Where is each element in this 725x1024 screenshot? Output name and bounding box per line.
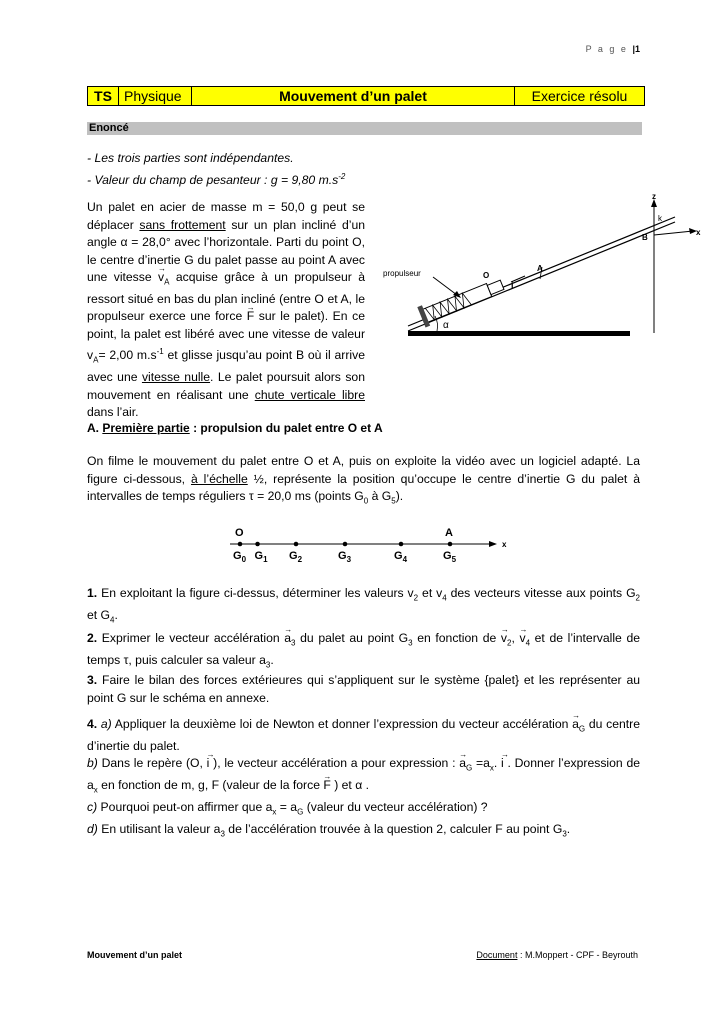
question-3: 3. Faire le bilan des forces extérieures qui s’appliquent sur le système {palet} et les représenter au point G sur le schéma en annexe.	[87, 673, 640, 705]
point-g5	[448, 542, 453, 547]
point-g4	[399, 542, 404, 547]
label-O: O	[483, 271, 490, 280]
question-4a: 4. a) Appliquer la deuxième loi de Newton et donner l’expression du vecteur accélération → $a_G$ du centre d’inertie du palet.	[87, 716, 640, 755]
question-2: 2. Exprimer le vecteur accélération → $a_3$ du palet au point $G_3$ en fonction de → $v_2$, → $v_4$ et de l’intervalle de temps τ, puis calculer sa valeur $a_3$.	[87, 630, 640, 674]
label-g2: $G_2$	[289, 550, 303, 564]
statement-paragraph: Un palet en acier de masse m = 50,0 g peut se déplacer sans frottement sur un plan incliné d’un angle α = 28,0° avec l’horizontale. Parti du point O, le centre d’inertie G du palet passe au point A avec une vitesse → $v_A$ acquise grâce à un propulseur à ressort situé en bas du plan incliné (entre O et A, le propulseur exerce une force → F sur le palet). En ce point, la palet est libéré avec une vitesse de valeur $v_A= 2,00$ $m.s^{-1}$ et glisse jusqu’au point B où il arrive avec une vitesse nulle. Le palet poursuit alors son mouvement en réalisant une chute verticale libre dans l’air.	[87, 199, 365, 422]
label-i: i	[511, 280, 514, 290]
exercise-type-cell: Exercice résolu	[531, 88, 628, 104]
label-propulseur: propulseur	[383, 269, 421, 278]
label-A: A	[445, 527, 453, 539]
vector-vA: → v	[158, 269, 164, 287]
page-number: P a g e |1	[585, 44, 640, 54]
label-z: z	[652, 192, 656, 201]
label-A: A	[537, 264, 543, 273]
inclined-plane-figure	[375, 185, 715, 345]
propulsor	[417, 275, 506, 328]
point-g0	[238, 542, 243, 547]
question-1: 1. En exploitant la figure ci-dessus, déterminer les valeurs $v_2$ et $v_4$ des vecteurs vitesse aux points $G_2$ et $G_4$.	[87, 586, 640, 625]
label-alpha: α	[443, 320, 449, 331]
footer-title: Mouvement d’un palet	[87, 950, 183, 960]
point-g1	[255, 542, 260, 547]
intro-notes	[87, 150, 387, 189]
label-O: O	[235, 527, 244, 539]
point-g3	[343, 542, 348, 547]
label-g3: $G_3$	[338, 550, 352, 564]
point-g2	[294, 542, 299, 547]
label-g4: $G_4$	[394, 550, 408, 564]
part-a-heading: A. Première partie : propulsion du palet entre O et A	[87, 421, 383, 435]
footer-credit: Document : M.Moppert - CPF - Beyrouth	[476, 950, 638, 960]
x-axis	[654, 231, 693, 235]
vector-F: → F	[247, 308, 254, 326]
intro-line-2: - Valeur du champ de pesanteur : g = 9,80 $m.s^{-2}$	[87, 171, 346, 187]
label-x: x	[502, 540, 507, 549]
question-4c: c) Pourquoi peut-on affirmer que $a_x = a_G$ (valeur du vecteur accélération) ?	[87, 800, 488, 817]
intro-line-1: - Les trois parties sont indépendantes.	[87, 151, 294, 165]
label-g5: $G_5$	[443, 550, 457, 564]
part-a-paragraph: On filme le mouvement du palet entre O et A, puis on exploite la vidéo avec un logiciel adapté. La figure ci-dessous, à l’échelle ½, représente la position qu’occupe le centre d’inertie G du palet à intervalles de temps réguliers τ = 20,0 ms (points $G_0$ à $G_5$).	[87, 454, 641, 506]
subject-cell: Physique	[119, 87, 192, 105]
x-arrowhead	[489, 541, 497, 547]
question-4	[87, 716, 640, 843]
positions-figure	[225, 525, 520, 565]
ground	[408, 331, 630, 336]
label-g0: $G_0$	[233, 550, 247, 564]
label-B: B	[642, 233, 648, 242]
label-g1: $G_1$	[254, 550, 268, 564]
section-heading-enonce: Enoncé	[87, 122, 642, 135]
label-x: x	[696, 228, 701, 237]
question-4d: d) En utilisant la valeur $a_3$ de l’accélération trouvée à la question 2, calculer F au point $G_3$.	[87, 822, 571, 839]
level-cell: TS	[88, 87, 119, 105]
question-4b: b) Dans le repère (O, → i ), le vecteur accélération a pour expression : → $a_G =a_x$. → i . Donner l’expression de $a_x$ en fonction de m, g, F (valeur de la force → F ) et α .	[87, 755, 640, 799]
label-k: k	[658, 214, 662, 223]
title-table	[87, 86, 645, 106]
document-title: Mouvement d’un palet	[192, 87, 515, 105]
